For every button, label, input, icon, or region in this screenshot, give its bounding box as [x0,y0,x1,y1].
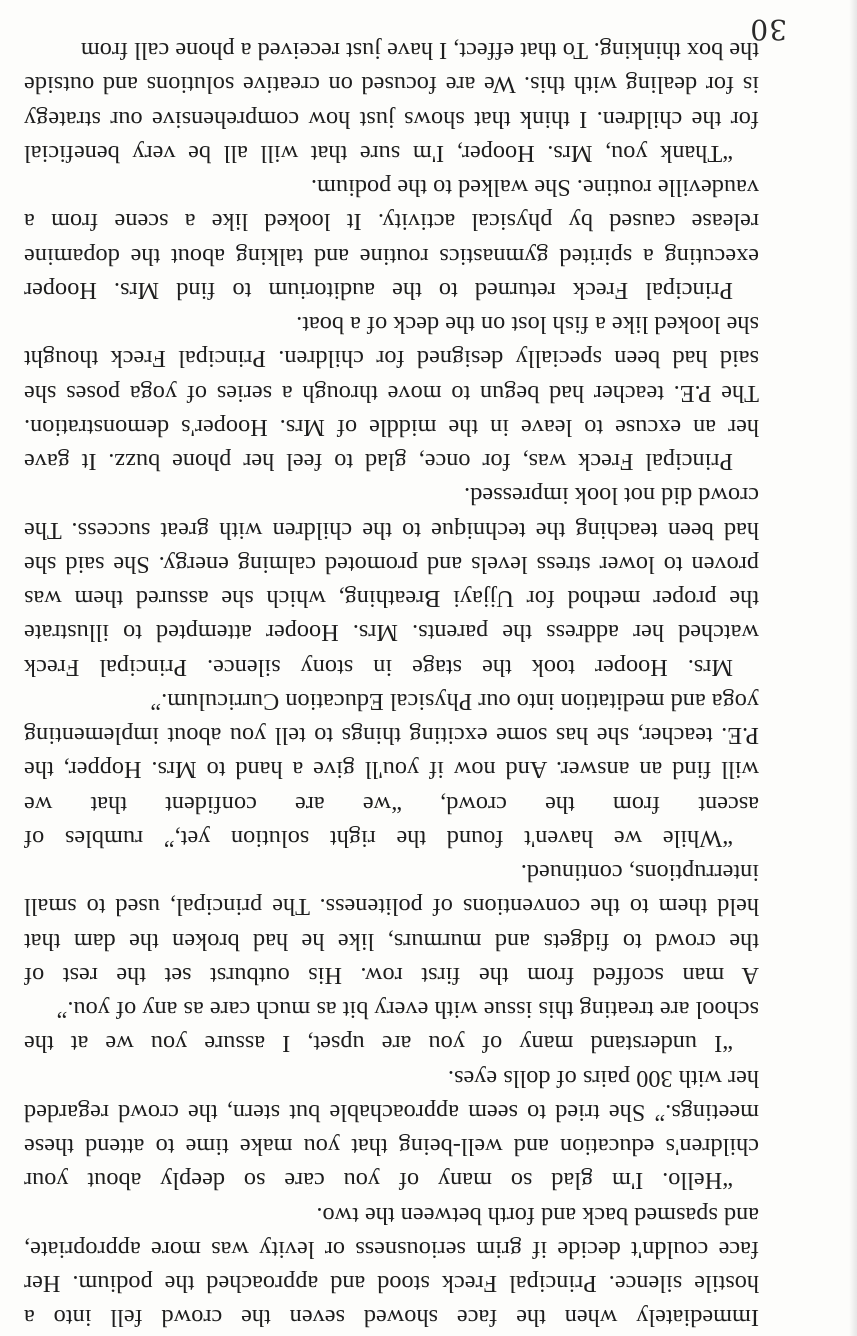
text-line: executing a spirited gymnastics routine and talking about the dopamine [24,242,759,270]
text-line: Principal Freck returned to the auditorium to find Mrs. Hooper [24,277,733,304]
page-gutter-shadow [849,0,857,1336]
text-line: said had been specially designed for children. Principal Freck thought [24,345,759,373]
text-line: is for dealing with this. We are focused on creative solutions and outside [24,71,759,99]
text-line: watched her address the parents. Mrs. Hooper attempted to illustrate [24,619,759,647]
text-line: crowd did not look impressed. [464,482,759,510]
text-line: she looked like a fish lost on the deck of a boat. [296,311,759,339]
text-line: Immediately when the face showed seven the crowd fell into a [24,1304,759,1332]
text-line: had been teaching the technique to the children with great success. The [24,516,759,544]
page-number: 30 [749,13,787,46]
text-line: proven to lower stress levels and promoted calming energy. She said she [24,551,759,578]
text-line: A man scoffed from the first row. His outburst set the rest of [24,962,759,989]
text-line: “Hello. I'm glad so many of you care so deeply about your [24,1167,733,1195]
text-line: children's education and well-being that you make time to attend these [24,1133,759,1161]
text-line: for the children. I think that shows just how comprehensive our strategy [24,105,759,133]
text-line: “I understand many of you are upset, I assure you we at the [24,1030,733,1058]
text-line: The P.E. teacher had begun to move through a series of yoga poses she [24,379,759,407]
body-text [24,33,759,1335]
text-line: face couldn't decide if grim seriousness or levity was more appropriate, [24,1236,759,1263]
text-line: Mrs. Hooper took the stage in stony silence. Principal Freck [24,653,733,681]
text-line: interruptions, continued. [520,859,759,887]
text-line: Principal Freck was, for once, glad to feel her phone buzz. It gave [24,448,733,476]
text-line: the box thinking. To that effect, I have just received a phone call from [80,37,759,65]
text-line: ascent from the crowd, “we are confident that we [24,790,759,818]
text-line: “While we haven't found the right solution yet,” rumbles of [24,825,733,852]
text-line: the proper method for Ujjayi Breathing, which she assured them was [24,585,759,613]
text-line: release caused by physical activity. It looked like a scene from a [24,208,759,236]
text-line: held them to the conventions of politeness. The principal, used to small [24,893,759,921]
text-line: vaudeville routine. She walked to the podium. [310,174,759,202]
text-line: yoga and meditation into our Physical Education Curriculum.” [150,688,759,715]
text-line: and spasmed back and forth between the two. [316,1201,759,1229]
text-line: “Thank you, Mrs. Hooper, I'm sure that will all be very beneficial [24,140,733,167]
text-line: school are treating this issue with every bit as much care as any of you.” [56,996,759,1024]
text-line: her with 300 pairs of dolls eyes. [447,1064,759,1092]
text-line: will find an answer. And now if you'll give a hand to Mrs. Hopper, the [24,756,759,784]
text-line: P.E. teacher, she has some exciting things to tell you about implementing [24,722,759,750]
text-line: meetings.” She tried to seem approachable but stern, the crowd regarded [24,1099,759,1126]
text-line: hostile silence. Principal Freck stood and approached the podium. Her [24,1270,759,1298]
text-line: the crowd to fidgets and murmurs, like he had broken the dam that [24,927,759,955]
text-line: her an excuse to leave in the middle of Mrs. Hooper's demonstration. [24,414,759,441]
